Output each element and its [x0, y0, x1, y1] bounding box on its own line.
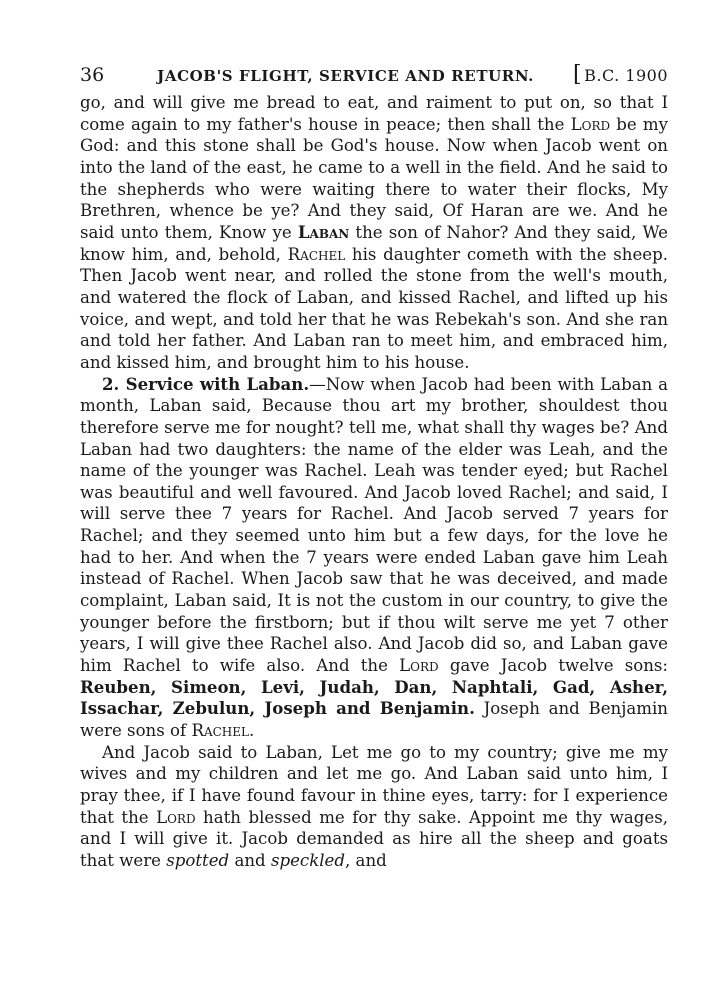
running-header	[80, 62, 668, 90]
twelve-sons: Reuben, Simeon, Levi, Judah, Dan, Naphtali, Gad, Asher, Issachar, Zebulun, Joseph and Benjamin.	[80, 676, 668, 719]
p3-text-3: and	[229, 850, 271, 870]
p1-text-3: the son of Nahor? And they said, We know him, and, behold,	[80, 222, 668, 264]
paragraph-1	[80, 92, 668, 374]
p1-rachel: Rachel	[287, 244, 346, 264]
p2-text-4: .	[249, 721, 255, 741]
p1-text-4: his daughter cometh with the sheep. Then Jacob went near, and rolled the stone from the well's mouth, and watered the flock of Laban, and kissed Rachel, and lifted up his voice, and wept, and told her that he was Rebekah's son. And she ran and told her father. And Laban ran to meet him, and embraced him, and kissed him, and brought him to his house.	[80, 244, 668, 372]
p3-text-1: And Jacob said to Laban, Let me go to my country; give me my wives and my children and let me go. And Laban said unto him, I pray thee, if I have found favour in thine eyes, tarry: for I experience that the	[80, 742, 668, 827]
paragraph-2	[80, 374, 668, 742]
p3-lord: Lord	[156, 807, 196, 827]
era-text: B.C. 1900	[584, 66, 668, 85]
section-heading: 2. Service with Laban.	[102, 373, 310, 394]
p3-text-4: , and	[345, 850, 387, 870]
p1-laban: Laban	[297, 221, 350, 242]
p3-text-2: hath blessed me for thy sake. Appoint me thy wages, and I will give it. Jacob demanded as hire all the sheep and goats that were	[80, 807, 668, 870]
era-bracket: [	[573, 62, 583, 87]
p3-speckled: speckled	[270, 850, 345, 870]
p1-text-2: be my God: and this stone shall be God's house. Now when Jacob went on into the land of the east, he came to a well in the field. And he said to the shepherds who were waiting there to water their flocks, My Brethren, whence be ye? And they said, Of Haran are we. And he said unto them, Know ye	[80, 114, 669, 242]
p2-rachel: Rachel	[191, 721, 249, 741]
p2-text-1: —Now when Jacob had been with Laban a month, Laban said, Because thou art my brother, shouldest thou therefore serve me for nought? tell me, what shall thy wages be? And Laban had two daughters: the name of the elder was Leah, and the name of the younger was Rachel. Leah was tender eyed; but Rachel was beautiful and well favoured. And Jacob loved Rachel; and said, I will serve thee 7 years for Rachel. And Jacob served 7 years for Rachel; and they seemed unto him but a few days, for the love he had to her. And when the 7 years were ended Laban gave him Leah instead of Rachel. When Jacob saw that he was deceived, and made complaint, Laban said, It is not the custom in our country, to give the younger before the firstborn; but if thou wilt serve me yet 7 other years, I will give thee Rachel also. And Jacob did so, and Laban gave him Rachel to wife also. And the	[80, 374, 668, 676]
era-label	[573, 62, 668, 87]
p2-lord: Lord	[399, 656, 439, 676]
page-number: 36	[80, 64, 105, 86]
p1-text-1: go, and will give me bread to eat, and raiment to put on, so that I come again to my father's house in peace; then shall the	[80, 93, 668, 134]
running-title: JACOB'S FLIGHT, SERVICE AND RETURN.	[157, 67, 534, 85]
paragraph-3	[80, 742, 668, 872]
p2-text-2: gave Jacob twelve sons:	[438, 656, 668, 676]
p3-spotted: spotted	[166, 850, 230, 870]
p2-text-3: Joseph and Benjamin were sons of	[80, 699, 668, 741]
book-page	[80, 62, 668, 872]
body-text	[80, 92, 668, 872]
p1-lord: Lord	[570, 114, 611, 134]
